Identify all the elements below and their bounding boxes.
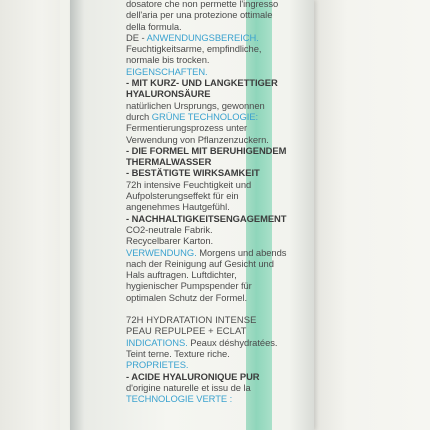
background-left [0,0,60,430]
text-line-main: nach der Reinigung auf Gesicht und [126,257,274,269]
text-line-main: durch [126,110,152,122]
text-line-main: - ACIDE HYALURONIQUE PUR [126,370,260,382]
text-line [126,43,304,54]
text-line-main: Recycelbarer Karton. [126,235,214,247]
text-line [126,325,304,336]
text-line [126,235,304,246]
text-line-main: DE - [126,31,147,43]
text-line [126,54,304,65]
text-line-main: Fermentierungsprozess unter [126,122,248,134]
text-line [126,303,304,314]
text-line-main: Feuchtigkeitsarme, empfindliche, [126,43,262,55]
ingredient-text-block [126,0,304,404]
text-line [126,348,304,359]
text-line-main: PROPRIETES. [126,359,189,371]
text-line-plain: Peaux déshydratées. [190,336,278,348]
text-line [126,314,304,325]
text-line [126,9,304,20]
text-line [126,201,304,212]
text-line [126,179,304,190]
text-line-main: HYALURONSÄURE [126,88,211,100]
product-box-side-panel [70,0,314,430]
text-line [126,156,304,167]
text-line [126,134,304,145]
text-line-main: normale bis trocken. [126,54,210,66]
text-line-main: 72H HYDRATATION INTENSE [126,314,257,326]
text-line-plain: Morgens und abends [199,246,287,258]
text-line-main: Hals auftragen. Luftdichter, [126,269,237,281]
text-line [126,66,304,77]
text-line-main: Verwendung von Pflanzenzuckern. [126,133,269,145]
text-line [126,100,304,111]
text-line [126,280,304,291]
text-line [126,393,304,404]
text-line [126,111,304,122]
text-line-main: INDICATIONS. [126,336,191,348]
text-line-main: - MIT KURZ- UND LANGKETTIGER [126,77,278,89]
text-line [126,122,304,133]
text-line [126,213,304,224]
text-line-accent: GRÜNE TECHNOLOGIE: [151,110,259,122]
text-line-main: TECHNOLOGIE VERTE : [126,393,233,405]
text-line-main: - BESTÄTIGTE WIRKSAMKEIT [126,167,260,179]
text-line-main: hygienischer Pumpspender für [126,280,252,292]
text-line [126,359,304,370]
text-line [126,382,304,393]
text-line-main: PEAU REPULPEE + ECLAT [126,325,247,337]
text-line [126,21,304,32]
text-line [126,269,304,280]
text-line [126,337,304,348]
text-line-main: CO2-neutrale Fabrik. [126,223,213,235]
text-line-main: THERMALWASSER [126,156,212,168]
text-line [126,224,304,235]
text-line [126,247,304,258]
text-line [126,77,304,88]
text-line-main: VERWENDUNG. [126,246,200,258]
text-line [126,145,304,156]
text-line-main: Teint terne. Texture riche. [126,347,230,359]
text-line-main: dosatore che non permette l'ingresso [126,0,279,9]
text-line [126,190,304,201]
text-line [126,258,304,269]
text-line-main: della formula. [126,20,182,32]
text-line [126,167,304,178]
text-line-main: - DIE FORMEL MIT BERUHIGENDEM [126,144,287,156]
background-right [312,0,430,430]
text-line-main: - NACHHALTIGKEITSENGAGEMENT [126,212,287,224]
text-line [126,292,304,303]
text-line [126,88,304,99]
text-line-main: Aufpolsterungseffekt für ein [126,190,239,202]
text-line-main: EIGENSCHAFTEN. [126,65,208,77]
text-line-main: 72h intensive Feuchtigkeit und [126,178,252,190]
text-line [126,371,304,382]
text-line-main: dell'aria per una protezione ottimale [126,9,273,21]
text-line-main: optimalen Schutz der Formel. [126,291,248,303]
text-line-main: d'origine naturelle et issu de la [126,381,251,393]
text-line [126,0,304,9]
text-line-accent: ANWENDUNGSBEREICH. [146,31,259,43]
text-line-main: angenehmes Hautgefühl. [126,201,230,213]
text-line [126,32,304,43]
text-line-main: natürlichen Ursprungs, gewonnen [126,99,265,111]
